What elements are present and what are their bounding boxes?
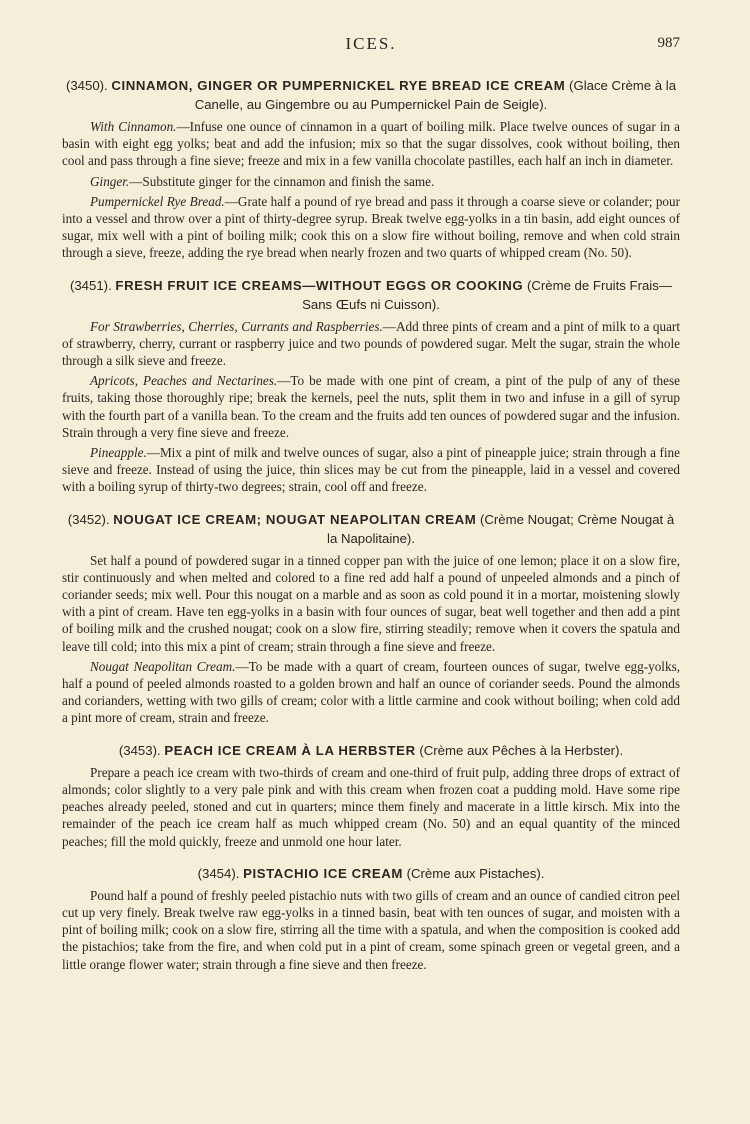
recipe-heading [62, 864, 680, 883]
recipe-paragraph [62, 193, 680, 262]
recipe-3450 [62, 76, 680, 262]
recipe-french-title: (Crème aux Pêches à la Herbster). [419, 742, 624, 758]
recipe-paragraph [62, 318, 680, 370]
paragraph-text: Pound half a pound of freshly peeled pistachio nuts with two gills of cream and an ounce of candied citron peel cut up very finely. Break twelve raw egg-yolks in a tinned basin, beat with ten ounces of sugar, and moisten with a pint of boiling milk; cook on a slow fire, stirring all the time with a spatula, and when the composition is cooked add the pistachios; take from the fire, and when cold put in a pint of cream, some spinach green or vegetal green, and a little orange flower water; strain through a fine sieve and then freeze. [62, 887, 680, 972]
recipe-paragraph [62, 552, 680, 655]
recipe-heading [62, 510, 680, 548]
recipe-number: (3451). [69, 277, 112, 293]
paragraph-lead: For Strawberries, Cherries, Currants and Raspberries. [90, 318, 383, 334]
recipe-number: (3452). [67, 511, 110, 527]
recipe-heading [62, 741, 680, 760]
recipe-title: PEACH ICE CREAM À LA HERBSTER [164, 742, 416, 758]
recipe-french-title: (Crème de Fruits Frais—Sans Œufs ni Cuisson). [302, 277, 673, 312]
paragraph-text: —Substitute ginger for the cinnamon and finish the same. [129, 173, 435, 189]
recipe-3453 [62, 741, 680, 850]
paragraph-lead: Ginger. [90, 173, 130, 189]
paragraph-lead: Nougat Neapolitan Cream. [90, 658, 236, 674]
recipe-title: PISTACHIO ICE CREAM [243, 865, 403, 881]
recipe-heading [62, 76, 680, 114]
recipe-number: (3453). [118, 742, 161, 758]
recipe-french-title: (Crème Nougat; Crème Nougat à la Napolitaine). [327, 511, 675, 546]
recipe-paragraph [62, 658, 680, 727]
recipe-3451 [62, 276, 680, 496]
paragraph-text: —To be made with one pint of cream, a pint of the pulp of any of these fruits, taking those thoroughly ripe; break the kernels, peel the nuts, split them in two and infuse in a gill of syrup with the fourth part of a vanilla bean. To the cream and the fruits add ten ounces of powdered sugar and the infusion. Strain through a very fine sieve and freeze. [62, 373, 680, 440]
running-head [62, 0, 680, 62]
recipe-paragraph [62, 173, 680, 190]
recipe-paragraph [62, 444, 680, 496]
recipe-paragraph [62, 118, 680, 170]
recipe-paragraph [62, 372, 680, 441]
recipe-paragraph [62, 887, 680, 973]
recipe-number: (3450). [65, 78, 108, 93]
recipe-3452 [62, 510, 680, 727]
recipe-title: FRESH FRUIT ICE CREAMS—WITHOUT EGGS OR COOKING [115, 277, 524, 293]
recipe-french-title: (Crème aux Pistaches). [406, 865, 545, 881]
paragraph-lead: Pumpernickel Rye Bread. [90, 193, 225, 209]
recipe-3454 [62, 864, 680, 973]
paragraph-text: —Infuse one ounce of cinnamon in a quart of boiling milk. Place twelve ounces of sugar in a basin with eight egg yolks; beat and add the infusion; mix so that the sugar dissolves, cook without boiling, then cool and pass through a fine sieve; freeze and mix in a few vanilla chocolate pastilles, each half an inch in diameter. [62, 119, 680, 169]
recipe-heading [62, 276, 680, 314]
paragraph-lead: With Cinnamon. [90, 119, 177, 134]
recipe-title: NOUGAT ICE CREAM; NOUGAT NEAPOLITAN CREAM [113, 511, 477, 527]
recipe-paragraph [62, 764, 680, 850]
paragraph-text: Set half a pound of powdered sugar in a tinned copper pan with the juice of one lemon; place it on a slow fire, stir continuously and when melted and colored to a fine red add half a pound of unpeeled almonds and a pinch of coriander seeds; mix well. Pour this nougat on a marble and as soon as cold pound it in a mortar, moistening slowly with a pint of cream. Have ten egg-yolks in a basin with four ounces of sugar, beat well together and then add a pint of boiling milk and the crushed nougat; cook on a slow fire, stirring steadily; remove when it covers the spatula and leave till cold; into this mix a pint of cream; strain through a fine sieve and freeze. [62, 552, 680, 654]
recipe-french-title: (Glace Crème à la Canelle, au Gingembre ou au Pumpernickel Pain de Seigle). [194, 78, 677, 112]
recipe-number: (3454). [197, 865, 240, 881]
paragraph-text: —Add three pints of cream and a pint of milk to a quart of strawberry, cherry, currant or raspberry juice and two pounds of powdered sugar. Melt the sugar, strain the whole through a silk sieve and freeze. [62, 318, 680, 369]
recipe-title: CINNAMON, GINGER OR PUMPERNICKEL RYE BREAD ICE CREAM [111, 78, 566, 93]
paragraph-text: —Grate half a pound of rye bread and pass it through a coarse sieve or colander; pour into a vessel and throw over a pint of thirty-degree syrup. Break twelve egg-yolks in a tin basin, add eight ounces of sugar, mix well with a pint of boiling milk; cook this on a slow fire without boiling, remove and when cold strain through a sieve, freeze, adding the rye bread when nearly frozen and two quarts of whipped cream (No. 50). [62, 193, 681, 261]
paragraph-text: Prepare a peach ice cream with two-thirds of cream and one-third of fruit pulp, adding three drops of extract of almonds; color slightly to a very pale pink and with this cream when frozen coat a pudding mold. Have some ripe peaches already peeled, stoned and cut in quarters; mince them finely and macerate in a little kirsch. Mix into the remainder of the peach ice cream half as much whipped cream (No. 50) and an equal quantity of the minced peaches; fill the mold quickly, freeze and unmold one hour later. [62, 764, 680, 849]
paragraph-lead: Pineapple. [90, 445, 147, 461]
paragraph-text: —Mix a pint of milk and twelve ounces of sugar, also a pint of pineapple juice; strain through a fine sieve and freeze. Instead of using the juice, thin slices may be cut from the pineapple, laid in a vessel and covered with a boiling syrup of thirty-two degrees; strain, cool off and freeze. [62, 445, 680, 495]
page-number: 987 [657, 35, 680, 51]
paragraph-text: —To be made with a quart of cream, fourteen ounces of sugar, twelve egg-yolks, half a pound of peeled almonds roasted to a golden brown and half an ounce of coriander seeds. Pound the almonds and corianders, wetting with two gills of cream; color with a little carmine and cook without boiling; when cold add a pint more of cream, strain and freeze. [62, 658, 680, 726]
paragraph-lead: Apricots, Peaches and Nectarines. [90, 373, 278, 389]
running-head-title: ICES. [345, 34, 397, 53]
